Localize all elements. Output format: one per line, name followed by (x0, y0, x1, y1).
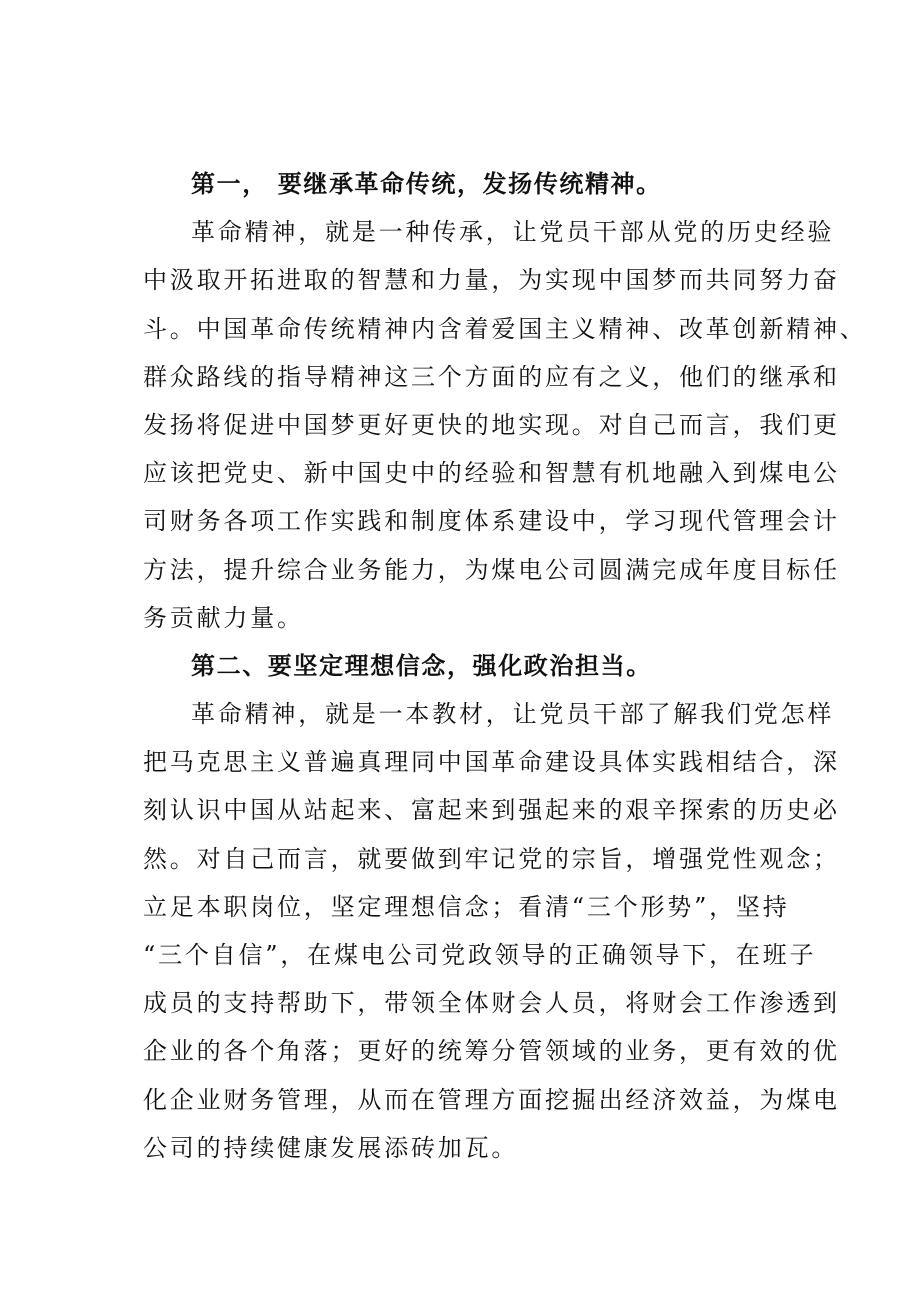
paragraph-line: 成员的支持帮助下，带领全体财会人员，将财会工作渗透到 (143, 989, 840, 1018)
paragraph-line: 群众路线的指导精神这三个方面的应有之义，他们的继承和 (143, 362, 840, 391)
paragraph-line: “三个自信”，在煤电公司党政领导的正确领导下，在班子 (143, 941, 817, 969)
paragraph-line: 立足本职岗位，坚定理想信念；看清“三个形势”，坚持 (143, 892, 790, 921)
paragraph-line: 革命精神，就是一种传承，让党员干部从党的历史经验 (191, 218, 835, 247)
paragraph-line: 司财务各项工作实践和制度体系建设中，学习现代管理会计 (143, 507, 840, 536)
paragraph-line: 公司的持续健康发展添砖加瓦。 (143, 1133, 519, 1162)
paragraph-line: 把马克思主义普遍真理同中国革命建设具体实践相结合，深 (143, 748, 840, 777)
paragraph-line: 革命精神，就是一本教材，让党员干部了解我们党怎样 (191, 700, 835, 729)
paragraph-line: 发扬将促进中国梦更好更快的地实现。对自己而言，我们更 (143, 410, 840, 439)
document-body (143, 160, 867, 1172)
paragraph-line: 中汲取开拓进取的智慧和力量，为实现中国梦而共同努力奋 (143, 266, 840, 295)
paragraph-line: 刻认识中国从站起来、富起来到强起来的艰辛探索的历史必 (143, 796, 840, 825)
section-heading-1: 第一， 要继承革命传统，发扬传统精神。 (191, 170, 662, 198)
paragraph-line: 斗。中国革命传统精神内含着爱国主义精神、改革创新精神、 (143, 314, 867, 343)
paragraph-line: 然。对自己而言，就要做到牢记党的宗旨，增强党性观念； (143, 844, 840, 873)
paragraph-line: 化企业财务管理，从而在管理方面挖掘出经济效益，为煤电 (143, 1085, 840, 1114)
paragraph-line: 企业的各个角落；更好的统筹分管领域的业务，更有效的优 (143, 1037, 840, 1066)
paragraph-line: 应该把党史、新中国史中的经验和智慧有机地融入到煤电公 (143, 459, 840, 488)
paragraph-line: 方法，提升综合业务能力，为煤电公司圆满完成年度目标任 (143, 555, 840, 584)
paragraph-line: 务贡献力量。 (143, 603, 304, 632)
section-heading-2: 第二、要坚定理想信念，强化政治担当。 (191, 651, 652, 680)
